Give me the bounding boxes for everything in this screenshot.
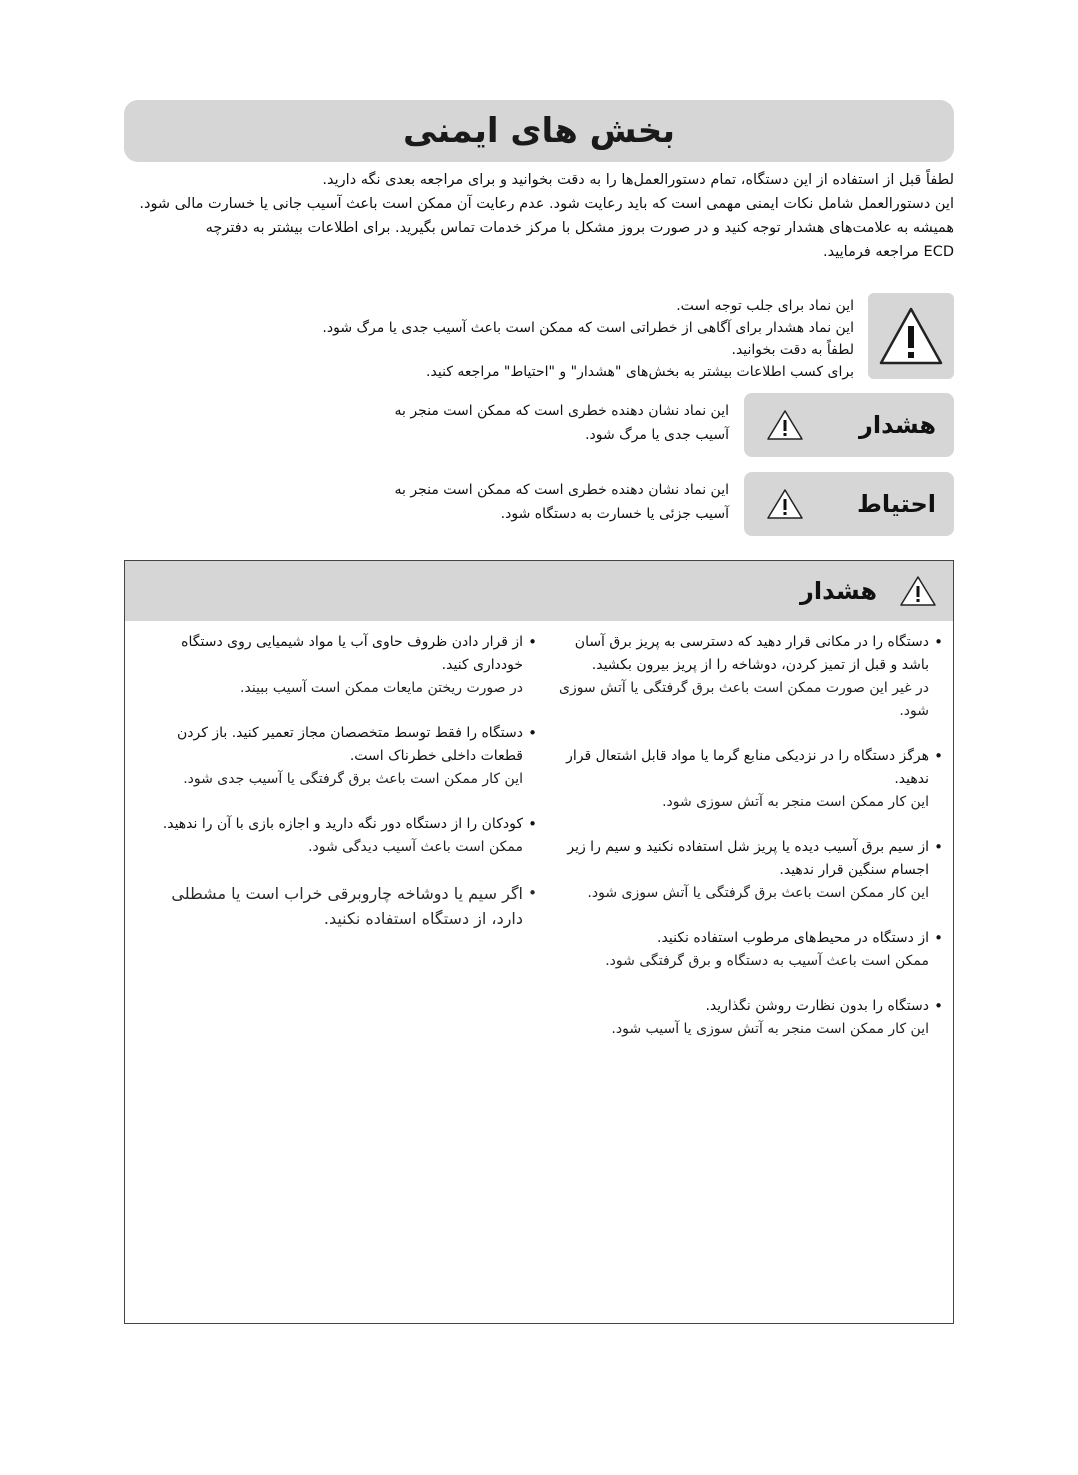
symbol-line: برای کسب اطلاعات بیشتر به بخش‌های "هشدار" و "احتیاط" مراجعه کنید.	[426, 364, 854, 380]
item-note: این کار ممکن است منجر به آتش سوزی شود.	[662, 794, 929, 810]
list-item	[553, 745, 943, 814]
caution-label: احتیاط	[856, 490, 936, 518]
warning-line: این نماد نشان دهنده خطری است که ممکن است منجر به	[394, 403, 729, 419]
item-text: از قرار دادن ظروف حاوی آب یا مواد شیمیایی روی دستگاه خودداری کنید. •	[147, 631, 537, 677]
warning-label: هشدار	[859, 411, 936, 439]
list-item	[553, 836, 943, 905]
left-column	[147, 631, 537, 953]
list-item	[147, 722, 537, 791]
intro-line: ECD مراجعه فرمایید.	[823, 244, 954, 260]
title-banner	[124, 100, 954, 162]
item-text: دستگاه را بدون نظارت روشن نگذارید. •	[553, 995, 943, 1018]
section-label: هشدار	[800, 577, 877, 605]
item-note: این کار ممکن است باعث برق گرفتگی یا آسیب جدی شود.	[183, 771, 523, 787]
caution-row	[124, 472, 954, 536]
item-text: از دستگاه در محیط‌های مرطوب استفاده نکنید. •	[553, 927, 943, 950]
list-item	[553, 995, 943, 1041]
caution-label-box	[744, 472, 954, 536]
list-item	[147, 631, 537, 700]
item-text: دستگاه را در مکانی قرار دهید که دسترسی به پریز برق آسان باشد و قبل از تمیز کردن، دوشاخه را از پریز بیرون بکشید. •	[553, 631, 943, 677]
section-header	[125, 561, 953, 621]
caution-description	[129, 478, 729, 526]
symbol-line: لطفاً به دقت بخوانید.	[731, 342, 854, 358]
warning-label-box	[744, 393, 954, 457]
warning-triangle-icon	[878, 306, 944, 366]
warning-triangle-icon	[766, 409, 804, 441]
warning-line: آسیب جدی یا مرگ شود.	[585, 427, 729, 443]
intro-line: همیشه به علامت‌های هشدار توجه کنید و در صورت بروز مشکل با مرکز خدمات تماس بگیرید. برای اطلاعات بیشتر به دفترچه	[205, 220, 954, 236]
item-text: دستگاه را فقط توسط متخصصان مجاز تعمیر کنید. باز کردن قطعات داخلی خطرناک است. •	[147, 722, 537, 768]
symbol-line: این نماد هشدار برای آگاهی از خطراتی است که ممکن است باعث آسیب جدی یا مرگ شود.	[322, 320, 854, 336]
item-text: کودکان را از دستگاه دور نگه دارید و اجازه بازی با آن را ندهید. •	[147, 813, 537, 836]
right-column	[553, 631, 943, 1063]
item-note: این کار ممکن است منجر به آتش سوزی یا آسیب شود.	[611, 1021, 929, 1037]
intro-line: لطفاً قبل از استفاده از این دستگاه، تمام دستورالعمل‌ها را به دقت بخوانید و برای مراجعه بعدی نگه دارید.	[322, 172, 954, 188]
symbol-text	[124, 295, 854, 383]
item-text: هرگز دستگاه را در نزدیکی منابع گرما یا مواد قابل اشتعال قرار ندهید. •	[553, 745, 943, 791]
page-title: بخش های ایمنی	[403, 111, 675, 151]
warning-section	[124, 560, 954, 1324]
warning-triangle-icon	[766, 488, 804, 520]
list-item	[553, 927, 943, 973]
warning-row	[124, 393, 954, 457]
item-text: اگر سیم یا دوشاخه چاروبرقی خراب است یا مشطلی دارد، از دستگاه استفاده نکنید. •	[147, 881, 537, 931]
caution-line: آسیب جزئی یا خسارت به دستگاه شود.	[500, 506, 729, 522]
item-note: این کار ممکن است باعث برق گرفتگی یا آتش سوزی شود.	[587, 885, 929, 901]
list-item	[553, 631, 943, 723]
list-item	[147, 813, 537, 859]
intro-paragraph	[124, 168, 954, 264]
list-item	[147, 881, 537, 931]
item-note: ممکن است باعث آسیب دیدگی شود.	[308, 839, 523, 855]
warning-triangle-icon	[899, 575, 937, 607]
caution-line: این نماد نشان دهنده خطری است که ممکن است منجر به	[394, 482, 729, 498]
item-note: ممکن است باعث آسیب به دستگاه و برق گرفتگی شود.	[605, 953, 929, 969]
warning-description	[129, 399, 729, 447]
item-text: از سیم برق آسیب دیده یا پریز شل استفاده نکنید و سیم را زیر اجسام سنگین قرار ندهید. •	[553, 836, 943, 882]
symbol-description	[124, 293, 954, 379]
item-note: در صورت ریختن مایعات ممکن است آسیب ببیند.	[240, 680, 523, 696]
symbol-icon-box	[868, 293, 954, 379]
item-note: در غیر این صورت ممکن است باعث برق گرفتگی یا آتش سوزی شود.	[558, 680, 929, 719]
symbol-line: این نماد برای جلب توجه است.	[676, 298, 854, 314]
intro-line: این دستورالعمل شامل نکات ایمنی مهمی است که باید رعایت شود. عدم رعایت آن ممکن است باعث آسیب جانی یا خسارت مالی شود.	[139, 196, 954, 212]
